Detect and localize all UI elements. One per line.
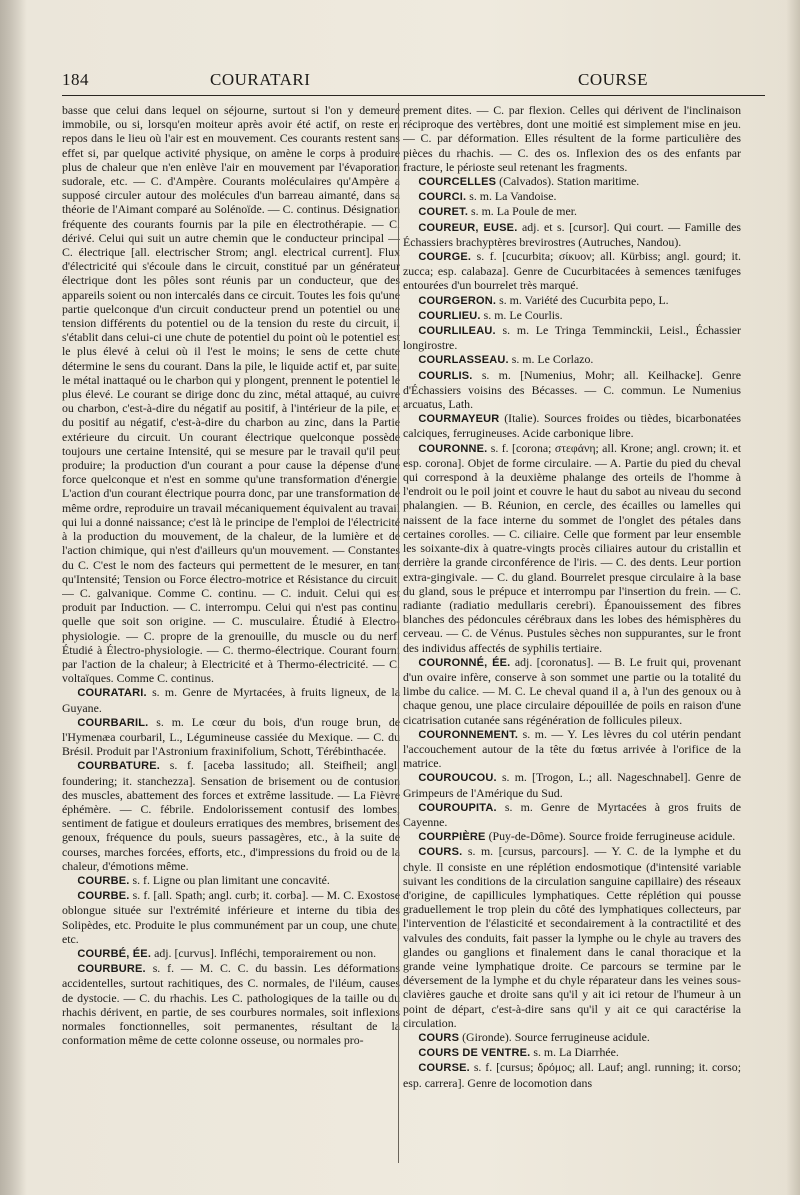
- entry-headword: COURGE.: [418, 251, 472, 264]
- dictionary-entry: [403, 800, 741, 829]
- entry-headword: COURATARI.: [77, 687, 147, 700]
- entry-text: s. m. [Numenius, Mohr; all. Keilhacke]. Genre d'Échassiers voisins des Bécasses. — C. commun. Le Numenius arcuatus, Lath.: [403, 367, 741, 412]
- entry-headword: COURBURE.: [77, 963, 146, 976]
- entry-text: s. m. Le Courlis.: [483, 307, 563, 322]
- entry-headword: COURONNE.: [418, 442, 488, 455]
- entry-headword: COURLIS.: [418, 369, 473, 382]
- entry-text: adj. [curvus]. Infléchi, temporairement ou non.: [154, 945, 377, 960]
- dictionary-entry: [403, 293, 741, 308]
- dictionary-entry: [62, 715, 400, 759]
- entry-headword: COURSE.: [418, 1062, 470, 1075]
- entry-text: s. f. [cucurbita; σίκυον; all. Kürbiss; angl. gourd; it. zucca; esp. calabaza]. Genre de Cucurbitacées à semences tænifuges entourées d'un bourrelet très marqué.: [403, 249, 741, 293]
- dictionary-entry: [403, 323, 741, 352]
- right-column: [403, 103, 741, 1163]
- binding-shadow: [0, 0, 26, 1195]
- entry-headword: COUREUR, EUSE.: [418, 221, 518, 234]
- dictionary-entry: [403, 727, 741, 771]
- entry-headword: COURBE.: [77, 890, 130, 903]
- entry-text: adj. [coronatus]. — B. Le fruit qui, provenant d'un ovaire infère, conserve à son sommet une partie ou la totalité du limbe du calice. — M. C. Le cheval quand il a, à l'un des genoux ou à chaque genou, une place circulaire dépouillée de poils en raison d'une cicatrisation cutanée sans régénération de follicules pileux.: [403, 654, 741, 727]
- dictionary-entry: [403, 770, 741, 799]
- dictionary-entry: [403, 249, 741, 293]
- entry-text: s. m. Genre de Myrtacées à gros fruits de Cayenne.: [403, 799, 741, 829]
- entry-headword: COUROUPITA.: [418, 801, 497, 814]
- dictionary-entry: [403, 220, 741, 249]
- entry-headword: COURBE.: [77, 874, 130, 887]
- entry-headword: COURBÉ, ÉE.: [77, 947, 152, 960]
- dictionary-entry: [403, 655, 741, 727]
- entry-text: s. m. — Y. Les lèvres du col utérin pendant l'accouchement autour de la tête du fœtus arrivée à l'orifice de la matrice.: [403, 726, 741, 771]
- entry-headword: COURONNEMENT.: [418, 728, 519, 741]
- dictionary-entry: [403, 1060, 741, 1089]
- dictionary-entry: [403, 844, 741, 1030]
- entry-headword: COURCELLES: [418, 176, 497, 189]
- entry-headword: COURLASSEAU.: [418, 354, 509, 367]
- entry-text: s. m. Le cœur du bois, d'un rouge brun, de l'Hymenæa courbaril, L., Légumineuse cassiée du Mexique. — C. du Brésil. Produit par l'Astronium fraxinifolium, Schott, Térébinthacée.: [62, 714, 400, 759]
- entry-text: s. m. [Trogon, L.; all. Nageschnabel]. Genre de Grimpeurs de l'Amérique du Sud.: [403, 770, 741, 800]
- entry-headword: COURONNÉ, ÉE.: [418, 656, 511, 669]
- entry-text: (Puy-de-Dôme). Source froide ferrugineuse acidule.: [488, 829, 736, 844]
- entry-text: s. f. [cursus; δρόμος; all. Lauf; angl. running; it. corso; esp. carrera]. Genre de locomotion dans: [403, 1060, 741, 1090]
- entry-text: adj. et s. [cursor]. Qui court. — Famille des Échassiers brachyptères brevirostres (Autruches, Nandou).: [403, 219, 741, 249]
- left-column: [62, 103, 400, 1163]
- entry-text: (Italie). Sources froides ou tièdes, bicarbonatées calciques, ferrugineuses. Acide carbonique libre.: [403, 411, 741, 441]
- entry-headword: COURBARIL.: [77, 716, 149, 729]
- dictionary-entry: [62, 758, 400, 873]
- column-divider: [398, 103, 399, 1163]
- dictionary-entry: [403, 829, 741, 844]
- entry-headword: COURPIÈRE: [418, 831, 486, 844]
- entry-text: s. m. Le Corlazo.: [511, 352, 594, 367]
- entry-text: prement dites. — C. par flexion. Celles qui dérivent de l'inclinaison réciproque des vertèbres, dont une moitié est simplement mise en jeu. — C. par déformation. Elles résultent de la forme particulière des pièces du rhachis. — C. des os. Inflexion des os des enfants par fracture, le périoste seul retenant les fragments.: [403, 103, 741, 174]
- entry-text: (Gironde). Source ferrugineuse acidule.: [462, 1030, 650, 1044]
- entry-headword: COURBATURE.: [77, 760, 161, 773]
- page-edge: [786, 0, 800, 1195]
- entry-headword: COURMAYEUR: [418, 413, 500, 426]
- entry-headword: COURET.: [418, 206, 469, 219]
- dictionary-entry: [403, 411, 741, 440]
- entry-text: s. f. — M. C. C. du bassin. Les déformations accidentelles, surtout rachitiques, des C. normales, de l'iléum, causes de dystocie. — C. du rhachis. Les C. pathologiques de la taille ou du rhachis dérivent, en partie, de ses courbures normales, soit inflexions normales fonctionnelles, soit permanentes, résultant de la conformation même de cette colonne osseuse, ou normales pro-: [62, 961, 400, 1048]
- entry-continuation: [62, 103, 400, 685]
- entry-text: s. m. La Diarrhée.: [533, 1045, 619, 1060]
- page-number: 184: [62, 70, 89, 89]
- entry-text: s. m. Genre de Myrtacées, à fruits ligneux, de la Guyane.: [62, 685, 400, 715]
- dictionary-entry: [62, 888, 400, 946]
- entry-headword: COURS: [418, 1032, 460, 1044]
- dictionary-entry: [403, 174, 741, 189]
- entry-text: basse que celui dans lequel on séjourne, surtout si l'on y demeure immobile, ou si, lorsqu'en moiteur après avoir été actif, on reste en repos dans le lieu où l'air est en mouvement. Ces courants restent sans effet si, par quelque activité physique, on amène le corps à produire plus de chaleur que n'en enlève l'air en mouvement par l'évaporation sudorale, etc. — C. d'Ampère. Courants moléculaires qu'Ampère a supposé circuler autour des molécules d'un barreau aimanté, dans sa théorie de l'Aimant comparé au Solénoïde. — C. continus. Désignation fréquente des courants fournis par la pile en électrothérapie. — C. dérivé. Celui qui suit un autre chemin que le conducteur principal — C. électrique [all. electrischer Strom; angl. electrical current]. Flux d'électricité qui s'écoule dans le circuit, constitué par un générateur électrique dont les pôles sont réunis par un conducteur, que des appareils soient ou non intercalés dans ce circuit. Toutes les fois qu'une partie quelconque d'un circuit conducteur prend un potentiel ou une tension différents du potentiel ou de la tension du reste du circuit, il s'établit dans celui-ci une chute de potentiel du point où le potentiel est le plus élevé à celui où il l'est le moins; le sens de cette chute détermine le sens du courant. Dans la pile, le liquide actif et, par suite, le métal inattaqué ou le charbon qui y plongent, prennent le potentiel le plus élevé. Le courant se dirige donc du zinc, métal attaqué, au cuivre ou charbon, c'est-à-dire du négatif au positif, à l'intérieur de la pile, et du positif au négatif, c'est-à-dire du charbon au zinc, dans la Partie extérieure du circuit. Un courant électrique quelconque possède toujours une certaine Intensité, qui se mesure par le travail qu'il peut produire; la production d'un courant a pour cause la dépense d'une force quelconque et n'est en somme qu'une transformation d'énergie. L'action d'un courant électrique pourra donc, par une transformation de même ordre, reproduire un travail mécaniquement équivalent au travail qui lui a donné naissance; c'est là le principe de l'emploi de l'électricité à la production du mouvement, de la chaleur, de la lumière et de l'action chimique, qui n'est d'ailleurs qu'un mouvement. — Constantes du C. C'est le nom des facteurs qui permettent de le mesurer, en tant qu'Intensité; Tension ou Force électro-motrice et Résistance du circuit. — C. galvanique. Comme C. continu. — C. induit. Celui qui est produit par Induction. — C. interrompu. Celui qui n'est pas continu, quelle que soit son origine. — C. musculaire. Étudié à Electro-physiologie. — C. propre de la grenouille, du muscle ou du nerf. Étudié à Électro-physiologie. — C. thermo-électrique. Courant fourni par l'action de la chaleur; à Electricité et à Thermo-électricité. — C. voltaïques. Comme C. continus.: [62, 103, 400, 686]
- right-running-head: COURSE: [578, 70, 649, 89]
- dictionary-entry: [62, 685, 400, 714]
- entry-text: s. f. [aceba lassitudo; all. Steifheil; angl. foundering; it. stanchezza]. Sensation de brisement ou de contusion des muscles, abattement des forces et extrême lassitude. — La Fièvre éphémère. — C. fébrile. Endolorissement contusif des lombes, sentiment de fatigue et douleurs erratiques des membres, brisement des genoux, fréquence du pouls, sueurs passagères, etc., à la suite de courses, marches forcées, efforts, etc., d'impressions du froid ou de la chaleur, d'émotions même.: [62, 758, 400, 873]
- entry-headword: COURGERON.: [418, 294, 497, 307]
- entry-headword: COURS.: [418, 846, 463, 859]
- entry-text: (Calvados). Station maritime.: [499, 174, 640, 189]
- entry-headword: COURLILEAU.: [418, 325, 496, 338]
- entry-text: s. m. La Vandoise.: [469, 189, 557, 204]
- dictionary-entry: [403, 189, 741, 204]
- dictionary-entry: [403, 352, 741, 367]
- dictionary-entry: [403, 1045, 741, 1060]
- entry-text: s. f. [all. Spath; angl. curb; it. corba]. — M. C. Exostose oblongue située sur l'extrémité inférieure et interne du tibia des Solipèdes, etc. Produite le plus communément par un coup, une chute, etc.: [62, 888, 400, 946]
- entry-headword: COURLIEU.: [418, 309, 481, 322]
- entry-text: s. f. Ligne ou plan limitant une concavité.: [132, 872, 330, 887]
- left-running-head: COURATARI: [210, 70, 311, 89]
- entry-text: s. m. [cursus, parcours]. — Y. C. de la lymphe et du chyle. Il consiste en une réplétion endosmotique (d'intensité variable suivant les conditions de la circulation sanguine capillaire) des réseaux d'origine, de capillicules lymphatiques. Cette réplétion qui pousse graduellement le trop plein du côté des lymphatiques collecteurs, par l'intervention de l'élasticité et secondairement à la contractilité et des valvules des conduits, fait passer la lymphe ou le chyle au travers des glandes ou ganglions et finalement dans le canal thoracique et la grande veine lymphatique droite. Ce parcours se termine par le déversement de la lymphe et du chyle réparateur dans les veines sous-clavières gauche et droite sans qu'il y ait ici retour de l'humeur à un point de départ, c'est-à-dire sans qu'il y ait ce qui caractérise la circulation.: [403, 844, 741, 1030]
- entry-text: s. m. Variété des Cucurbita pepo, L.: [499, 292, 669, 307]
- header-rule: [62, 95, 765, 96]
- dictionary-entry: [403, 368, 741, 412]
- running-header: [62, 70, 762, 92]
- entry-text: s. m. Le Tringa Temminckii, Leisl., Échassier longirostre.: [403, 323, 741, 353]
- entry-continuation: [403, 103, 741, 174]
- entry-headword: COURCI.: [418, 191, 467, 204]
- entry-text: s. m. La Poule de mer.: [471, 204, 577, 219]
- dictionary-entry: [62, 961, 400, 1047]
- dictionary-entry: [403, 1030, 741, 1045]
- dictionary-entry: [403, 441, 741, 655]
- entry-headword: COURS DE VENTRE.: [418, 1047, 531, 1060]
- dictionary-entry: [62, 946, 400, 961]
- dictionary-entry: [403, 308, 741, 323]
- dictionary-entry: [403, 204, 741, 219]
- dictionary-entry: [62, 873, 400, 888]
- entry-text: s. f. [corona; στεφάνη; all. Krone; angl. crown; it. et esp. corona]. Objet de forme circulaire. — A. Partie du pied du cheval qui correspond à la deuxième phalange des orteils de l'homme à l'endroit ou le poil joint et couvre le haut du sabot au niveau du second phalangien. — B. Réunion, en cercle, des écailles ou lamelles qui naissent de la face interne du sommet de l'onglet des pétales dans certaines corolles. — C. ciliaire. Celle que forment par leur ensemble les soixante-dix à quatre-vingts procès ciliaires autour du cristallin et derrière la grande circonférence de l'iris. — C. des dents. Leur portion extra-gingivale. — C. du gland. Bourrelet presque circulaire à la base du gland, sous le prépuce et interrompu par l'insertion du frein. — C. radiante (radiatio medullaris cerebri). Épanouissement des fibres blanches des pédoncules cérébraux dans les lobes des hémisphères du cerveau. — C. de Vénus. Pustules sèches non suppurantes, sur le front des individus affectés de syphilis tertiaire.: [403, 440, 741, 655]
- entry-headword: COUROUCOU.: [418, 772, 497, 785]
